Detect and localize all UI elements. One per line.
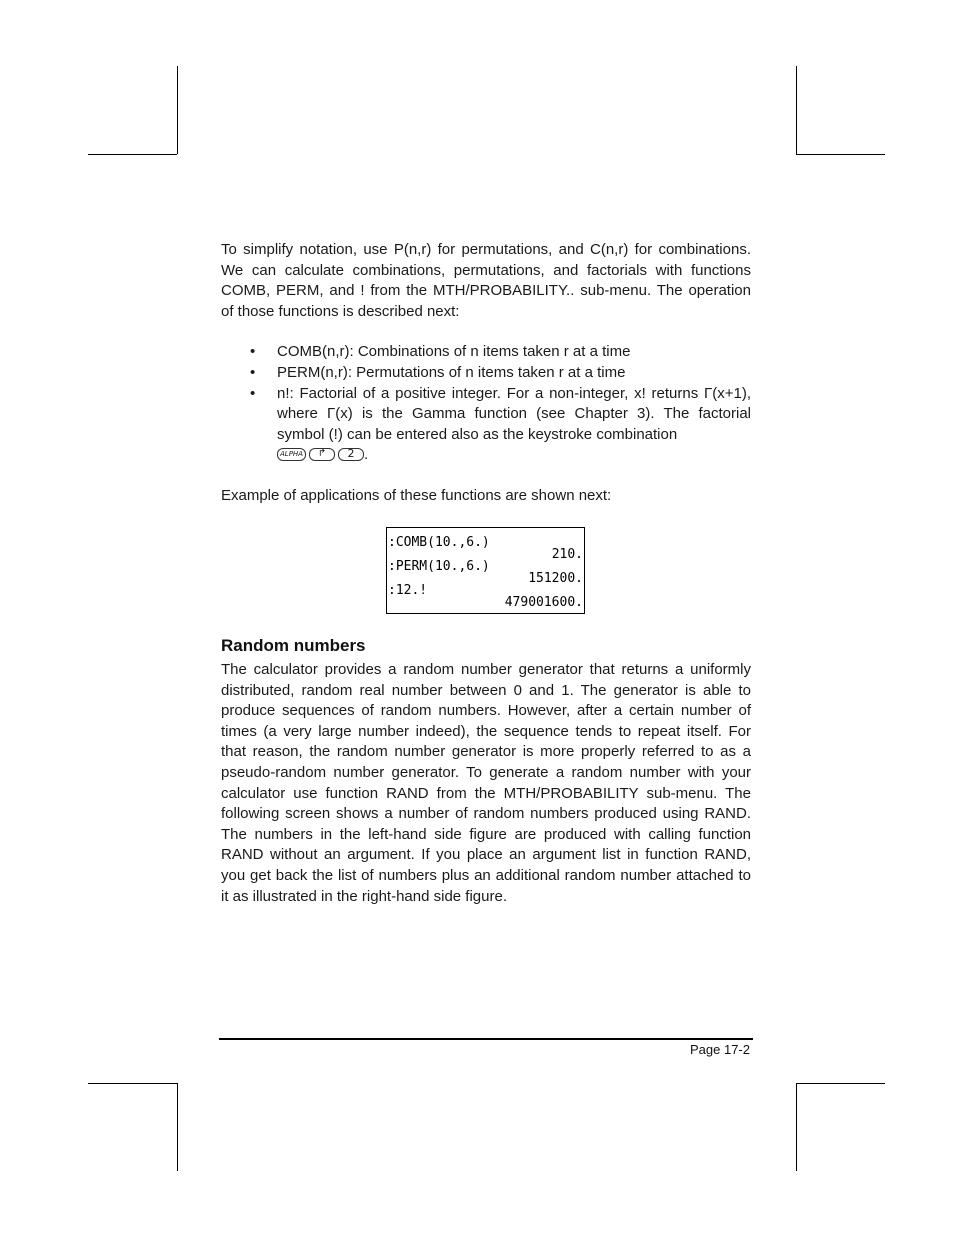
crop-mark-bottom-right-vertical	[796, 1083, 797, 1171]
list-item-text: PERM(n,r): Permutations of n items taken r at a time	[277, 363, 626, 381]
list-item-text: n!: Factorial of a positive integer. For a non-integer, x! returns Γ(x+1), where Γ(x) is the Gamma function (see Chapter 3). The factorial symbol (!) can be entered also as the keystroke combination	[277, 384, 751, 443]
crop-mark-bottom-left-horizontal	[88, 1083, 177, 1084]
list-item-text: COMB(n,r): Combinations of n items taken r at a time	[277, 343, 631, 361]
right-shift-key-icon: ↱	[309, 448, 335, 461]
page-number: Page 17-2	[690, 1042, 750, 1057]
crop-mark-top-left-vertical	[177, 66, 178, 154]
list-item-perm	[221, 363, 751, 384]
crop-mark-top-right-vertical	[796, 66, 797, 154]
calc-command-line: :PERM(10.,6.)	[388, 559, 490, 574]
keystroke-sequence	[277, 448, 364, 461]
crop-mark-bottom-left-vertical	[177, 1083, 178, 1171]
intro-paragraph: To simplify notation, use P(n,r) for permutations, and C(n,r) for combinations. We can calculate combinations, permutations, and factorials with functions COMB, PERM, and ! from the MTH/PROBABILITY.. sub-menu. The operation of those functions is described next:	[221, 241, 751, 320]
calculator-screen	[386, 527, 585, 614]
page-content	[221, 240, 751, 507]
two-key-icon: 2	[338, 448, 364, 461]
calc-result-line: 210.	[551, 547, 583, 562]
list-item-comb	[221, 342, 751, 363]
calc-command-line: :COMB(10.,6.)	[388, 535, 490, 550]
function-list	[221, 342, 751, 466]
keystroke-end-punctuation: .	[363, 446, 369, 464]
crop-mark-top-right-horizontal	[796, 154, 885, 155]
bullet-marker: •	[250, 363, 256, 381]
bullet-marker: •	[250, 384, 256, 402]
list-item-factorial	[221, 384, 751, 466]
example-paragraph: Example of applications of these functions are shown next:	[221, 486, 612, 504]
calc-command-line: :12.!	[388, 583, 428, 598]
footer-rule	[219, 1038, 753, 1040]
crop-mark-bottom-right-horizontal	[796, 1083, 885, 1084]
bullet-marker: •	[250, 343, 256, 361]
crop-mark-top-left-horizontal	[88, 154, 177, 155]
random-numbers-paragraph: The calculator provides a random number generator that returns a uniformly distributed, random real number between 0 and 1. The generator is able to produce sequences of random numbers. However, after a certain number of times (a very large number indeed), the sequence tends to repeat itself. For that reason, the random number generator is more properly referred to as a pseudo-random number generator. To generate a random number with your calculator use function RAND from the MTH/PROBABILITY sub-menu. The following screen shows a number of random numbers produced using RAND. The numbers in the left-hand side figure are produced with calling function RAND without an argument. If you place an argument list in function RAND, you get back the list of numbers plus an additional random number attached to it as illustrated in the right-hand side figure.	[221, 661, 751, 905]
calc-result-line: 151200.	[528, 571, 583, 586]
section-heading: Random numbers	[221, 636, 366, 655]
calc-result-line: 479001600.	[504, 595, 583, 610]
alpha-key-icon: ALPHA	[277, 448, 306, 461]
